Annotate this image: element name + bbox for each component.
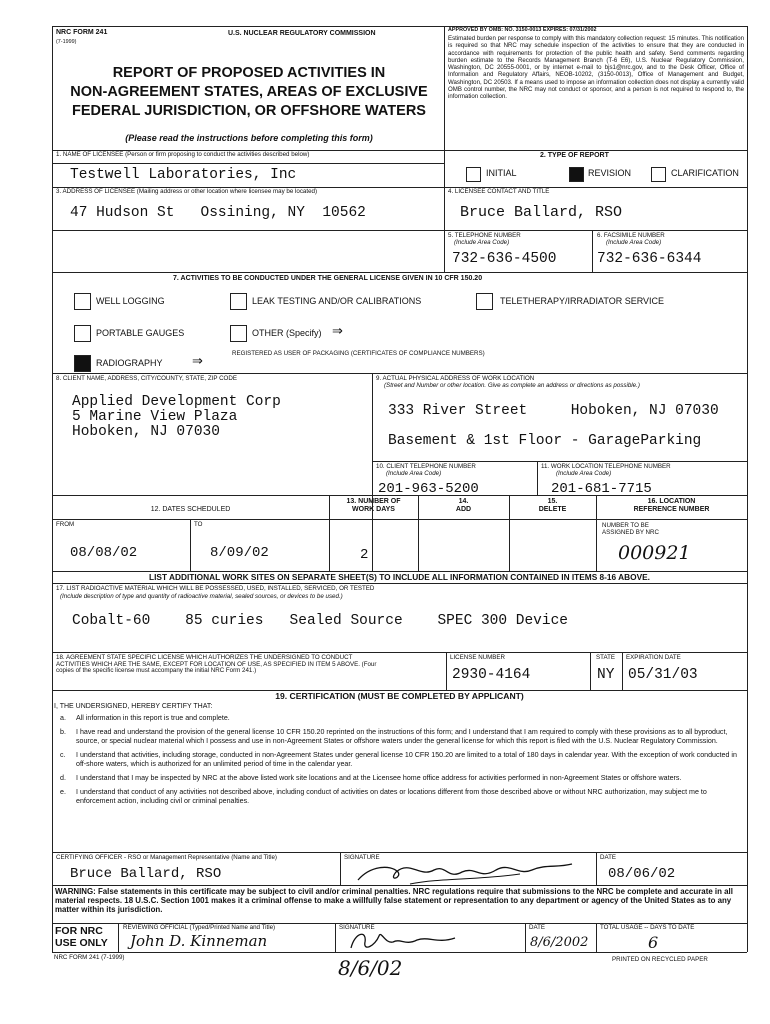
leak-testing-label: LEAK TESTING AND/OR CALIBRATIONS <box>252 296 422 306</box>
registered-packaging-label: REGISTERED AS USER OF PACKAGING (CERTIFICATES OF COMPLIANCE NUMBERS) <box>232 350 485 357</box>
certification-statements: a. All information in this report is true and complete. b. I have read and understand the provision of the general license 10 CFR 150.20 reprinted on the instructions of this form; and I understand that I am required to comply with these provisions as to all byproduct, source, or special nuclear material which I possess and use in non-Agreement States or offshore waters under the general license for which this report is filed with the U.S. Nuclear Regulatory Commission. c. I understand that activities, including storage, conducted in non-Agreement States under general license 10 CFR 150.20 are limited to a total of 180 days in calendar year. With the exception of work conducted in off-shore waters, which is authorized for an unlimited period of time in the calendar year. d. I understand that I may be inspected by NRC at the above listed work site locations and at the Licensee home office address for activities performed in non-Agreement States or offshore waters. e. I understand that conduct of any activities not described above, including conduct of activities on dates or locations different from those described above or without NRC authorization, may subject me to enforcement action, including civil or criminal penalties. <box>60 714 737 805</box>
cert-c: I understand that activities, including storage, conducted in non-Agreement States under general license 10 CFR 150.20 are limited to a total of 180 days in calendar year. With the exception of work conducted in off-shore waters, which is authorized for an unlimited period of time in the calendar year. <box>76 751 737 768</box>
radiography-checkbox[interactable] <box>74 355 91 372</box>
license-number-field[interactable]: 2930-4164 <box>452 667 531 683</box>
add-label: 14. ADD <box>455 498 472 513</box>
state-field[interactable]: NY <box>597 667 615 683</box>
radiography-label: RADIOGRAPHY <box>96 358 163 368</box>
portable-gauges-label: PORTABLE GAUGES <box>96 328 185 338</box>
other-arrow-icon: ⇒ <box>332 323 343 338</box>
certification-intro: I, THE UNDERSIGNED, HEREBY CERTIFY THAT: <box>54 703 213 710</box>
work-days-field[interactable]: 2 <box>360 547 369 563</box>
reviewing-official-label: REVIEWING OFFICIAL (Typed/Printed Name and Title) <box>123 924 276 931</box>
state-label: STATE <box>596 654 616 661</box>
certification-heading: 19. CERTIFICATION (MUST BE COMPLETED BY APPLICANT) <box>275 691 524 701</box>
work-location-sub-label: (Street and Number or other location. Give as complete an address or directions as possible.) <box>384 382 640 389</box>
client-phone-field[interactable]: 201-963-5200 <box>378 481 479 497</box>
licensee-address-field[interactable]: 47 Hudson St Ossining, NY 10562 <box>70 205 366 221</box>
client-phone-label: 10. CLIENT TELEPHONE NUMBER <box>376 463 476 470</box>
work-location-label: 9. ACTUAL PHYSICAL ADDRESS OF WORK LOCATION <box>376 375 535 382</box>
to-date-field[interactable]: 8/09/02 <box>210 545 269 561</box>
other-checkbox[interactable] <box>230 325 247 342</box>
initial-checkbox[interactable] <box>466 167 481 182</box>
agency-name: U.S. NUCLEAR REGULATORY COMMISSION <box>228 30 376 37</box>
fax-field[interactable]: 732-636-6344 <box>597 251 702 267</box>
fax-label: 6. FACSIMILE NUMBER <box>597 232 665 239</box>
total-usage-field[interactable]: 6 <box>648 933 659 952</box>
certifying-officer-field[interactable]: Bruce Ballard, RSO <box>70 866 222 882</box>
material-field[interactable]: Cobalt-60 85 curies Sealed Source SPEC 300 Device <box>72 613 568 629</box>
material-sub-label: (Include description of type and quantity of radioactive material, sealed sources, or devices to be used.) <box>60 593 343 600</box>
cert-d: I understand that I may be inspected by NRC at the above listed work site locations and at the Licensee home office address for activities performed in non-Agreement States or offshore waters. <box>76 774 682 783</box>
leak-testing-checkbox[interactable] <box>230 293 247 310</box>
handwritten-date: 8/6/02 <box>338 956 403 980</box>
report-type-label: 2. TYPE OF REPORT <box>540 152 609 159</box>
client-address-field[interactable]: Applied Development Corp 5 Marine View Plaza Hoboken, NJ 07030 <box>72 394 281 440</box>
from-label: FROM <box>56 521 75 528</box>
phone-field[interactable]: 732-636-4500 <box>452 251 557 267</box>
cert-e: I understand that conduct of any activities not described above, including conduct of activities on dates or locations different from those described above or without NRC authorization, may subject me to enforcement action, including civil or criminal penalties. <box>76 788 707 805</box>
dates-scheduled-label: 12. DATES SCHEDULED <box>150 506 231 513</box>
cert-b: I have read and understand the provision of the general license 10 CFR 150.20 reprinted on the instructions of this form; and I understand that I am required to comply with these provisions as to all byproduct, source, or special nuclear material which I possess and use in non-Agreement States or offshore waters under the general license for which this report is filed with the U.S. Nuclear Regulatory Commission. <box>76 728 728 745</box>
certifying-officer-label: CERTIFYING OFFICER - RSO or Management Representative (Name and Title) <box>56 854 277 861</box>
work-days-label: 13. NUMBER OF WORK DAYS <box>346 498 401 513</box>
licensee-name-field[interactable]: Testwell Laboratories, Inc <box>70 167 297 183</box>
fax-sub-label: (Include Area Code) <box>606 239 662 246</box>
footer-form-id: NRC FORM 241 (7-1999) <box>54 954 125 961</box>
client-label: 8. CLIENT NAME, ADDRESS, CITY/COUNTY, STATE, ZIP CODE <box>56 375 237 382</box>
nrc-date-label: DATE <box>529 924 546 931</box>
license-number-label: LICENSE NUMBER <box>450 654 506 661</box>
licensee-name-label: 1. NAME OF LICENSEE (Person or firm proposing to conduct the activities described below) <box>56 151 310 158</box>
teletherapy-label: TELETHERAPY/IRRADIATOR SERVICE <box>500 296 665 306</box>
clarification-label: CLARIFICATION <box>671 168 739 178</box>
expiration-field[interactable]: 05/31/03 <box>628 667 698 683</box>
cert-date-field[interactable]: 08/06/02 <box>608 866 676 882</box>
signature-label: SIGNATURE <box>344 854 380 861</box>
initial-label: INITIAL <box>486 168 517 178</box>
location-ref-label: 16. LOCATION REFERENCE NUMBER <box>633 498 710 513</box>
form-title: REPORT OF PROPOSED ACTIVITIES IN NON-AGREEMENT STATES, AREAS OF EXCLUSIVE FEDERAL JURISDICTION, OR OFFSHORE WATERS <box>70 65 428 119</box>
work-phone-field[interactable]: 201-681-7715 <box>551 481 652 497</box>
revision-checkbox[interactable] <box>569 167 584 182</box>
total-usage-label: TOTAL USAGE -- DAYS TO DATE <box>600 924 695 931</box>
teletherapy-checkbox[interactable] <box>476 293 493 310</box>
cert-a: All information in this report is true and complete. <box>76 714 230 722</box>
reviewer-signature[interactable] <box>345 926 475 954</box>
additional-sites-note: LIST ADDITIONAL WORK SITES ON SEPARATE SHEET(S) TO INCLUDE ALL INFORMATION CONTAINED IN ITEMS 8-16 ABOVE. <box>149 572 650 582</box>
nrc-signature-label: SIGNATURE <box>339 924 375 931</box>
agreement-license-label: 18. AGREEMENT STATE SPECIFIC LICENSE WHICH AUTHORIZES THE UNDERSIGNED TO CONDUCT ACTIVITIES WHICH ARE THE SAME, EXCEPT FOR LOCATION OF USE, AS SPECIFIED IN ITEM 5 ABOVE. (Four copies of the specific license must accompany the initial NRC Form 241.) <box>56 654 377 674</box>
omb-approval: APPROVED BY OMB: NO. 3150-0013 EXPIRES: 07/31/2002 <box>448 27 597 33</box>
revision-label: REVISION <box>588 168 632 178</box>
licensee-address-label: 3. ADDRESS OF LICENSEE (Mailing address or other location where licensee may be located) <box>56 188 318 195</box>
location-ref-field[interactable]: 000921 <box>618 542 691 564</box>
nrc-use-only-label: FOR NRC USE ONLY <box>55 925 108 949</box>
contact-label: 4. LICENSEE CONTACT AND TITLE <box>448 188 550 195</box>
form-id: NRC FORM 241 <box>56 29 108 36</box>
well-logging-checkbox[interactable] <box>74 293 91 310</box>
phone-label: 5. TELEPHONE NUMBER <box>448 232 521 239</box>
contact-field[interactable]: Bruce Ballard, RSO <box>460 204 623 221</box>
burden-statement: Estimated burden per response to comply with this mandatory collection request: 15 minutes. This notification is required so that NRC may schedule inspection of the activities to ensure that they are conducted in accordance with requirements for protection of the public health and safety. Send comments regarding burden estimate to the Records Management Branch (T-6 E6), U.S. Nuclear Regulatory Commission, Washington, DC 20555-0001, or by internet e-mail to bjs1@nrc.gov, and to the Desk Officer, Office of Information and Regulatory Affairs, NEOB-10202, (3150-0013), Office of Management and Budget, Washington, DC 20503. If a means used to impose an information collection does not display a currently valid OMB control number, the NRC may not conduct or sponsor, and a person is not required to respond to, the information collection. <box>448 35 744 101</box>
nrc-date-field[interactable]: 8/6/2002 <box>530 935 589 950</box>
client-phone-sub-label: (Include Area Code) <box>386 470 442 477</box>
warning-text: WARNING: False statements in this certificate may be subject to civil and/or criminal penalties. NRC regulations require that submissions to the NRC be complete and accurate in all material respects. 18 U.S.C. Section 1001 makes it a criminal offense to make a willfully false statement or representation to any department or agency of the United States as to any matter within its jurisdiction. <box>55 887 733 915</box>
delete-label: 15. DELETE <box>538 498 567 513</box>
applicant-signature[interactable] <box>350 858 580 888</box>
expiration-label: EXPIRATION DATE <box>626 654 681 661</box>
form-date: (7-1999) <box>56 39 77 45</box>
cert-date-label: DATE <box>600 854 617 861</box>
radiography-arrow-icon: ⇒ <box>192 353 203 368</box>
phone-sub-label: (Include Area Code) <box>454 239 510 246</box>
material-label: 17. LIST RADIOACTIVE MATERIAL WHICH WILL BE POSSESSED, USED, INSTALLED, SERVICED, OR TESTED <box>56 585 375 592</box>
clarification-checkbox[interactable] <box>651 167 666 182</box>
from-date-field[interactable]: 08/08/02 <box>70 545 138 561</box>
portable-gauges-checkbox[interactable] <box>74 325 91 342</box>
work-phone-label: 11. WORK LOCATION TELEPHONE NUMBER <box>541 463 671 470</box>
assigned-by-nrc-label: NUMBER TO BE ASSIGNED BY NRC <box>602 522 659 536</box>
well-logging-label: WELL LOGGING <box>96 296 165 306</box>
printed-on-recycled: PRINTED ON RECYCLED PAPER <box>612 956 708 963</box>
work-phone-sub-label: (Include Area Code) <box>556 470 612 477</box>
to-label: TO <box>194 521 203 528</box>
other-label: OTHER (Specify) <box>252 328 322 338</box>
instructions-note: (Please read the instructions before completing this form) <box>125 133 373 143</box>
work-location-line2[interactable]: Basement & 1st Floor - GarageParking <box>388 433 702 449</box>
work-location-line1[interactable]: 333 River Street Hoboken, NJ 07030 <box>388 403 719 419</box>
activities-heading: 7. ACTIVITIES TO BE CONDUCTED UNDER THE GENERAL LICENSE GIVEN IN 10 CFR 150.20 <box>173 275 483 282</box>
reviewing-official-field[interactable]: John D. Kinneman <box>130 932 268 950</box>
